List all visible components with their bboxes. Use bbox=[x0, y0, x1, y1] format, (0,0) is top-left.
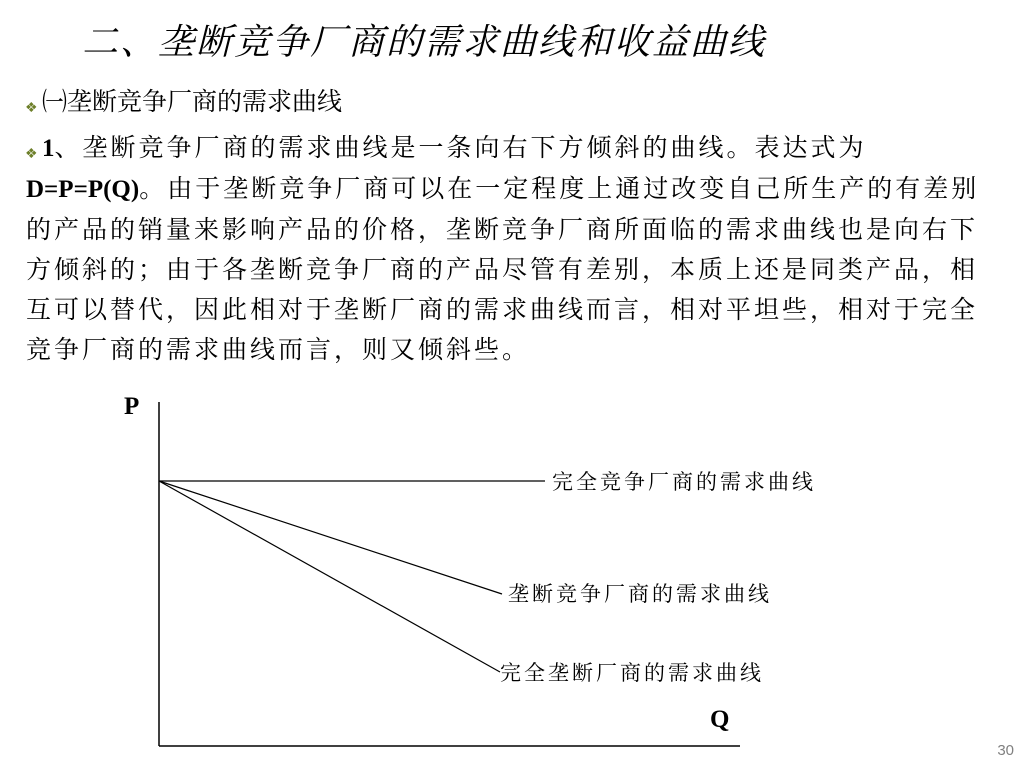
x-axis-label: Q bbox=[710, 706, 730, 733]
subheading-text: ㈠垄断竞争厂商的需求曲线 bbox=[42, 87, 343, 116]
paragraph-text-a: 、垄断竞争厂商的需求曲线是一条向右下方倾斜的曲线。表达式为 bbox=[54, 133, 867, 162]
paragraph-text-b: 。由于垄断竞争厂商可以在一定程度上通过改变自己所生产的有差别的产品的销量来影响产品的价格，垄断竞争厂商所面临的需求曲线也是向右下方倾斜的；由于各垄断竞争厂商的产品尽管有差别，本质上还是同类产品，相互可以替代，因此相对于垄断厂商的需求曲线而言，相对平坦些，相对于完全竞争厂商的需求曲线而言，则又倾斜些。 bbox=[26, 174, 980, 364]
monopolistic-competition-label: 垄断竞争厂商的需求曲线 bbox=[508, 582, 772, 606]
pure-monopoly-label: 完全垄断厂商的需求曲线 bbox=[500, 661, 764, 685]
formula: D=P=P(Q) bbox=[26, 176, 140, 203]
perfect-competition-label: 完全竞争厂商的需求曲线 bbox=[552, 470, 816, 494]
page-number: 30 bbox=[997, 742, 1014, 759]
y-axis-label: P bbox=[124, 393, 140, 420]
slide-title: 二、垄断竞争厂商的需求曲线和收益曲线 bbox=[82, 22, 767, 63]
paragraph-number: 1 bbox=[42, 135, 55, 162]
